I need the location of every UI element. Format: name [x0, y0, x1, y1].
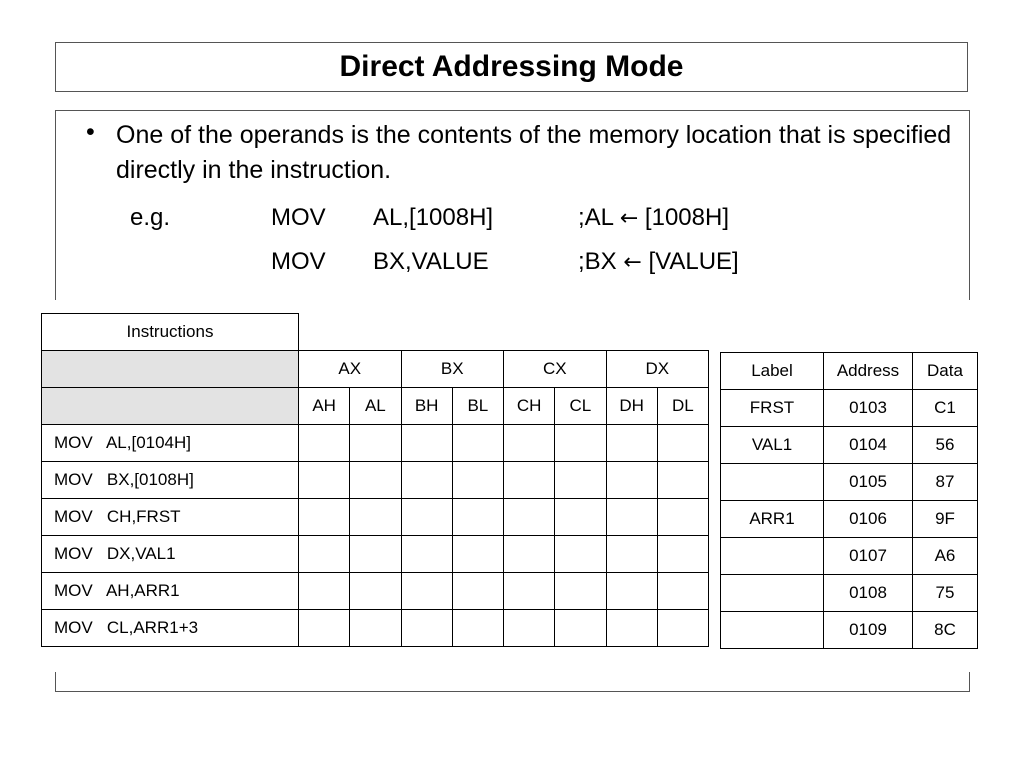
register-value-cell: [452, 573, 503, 610]
register-value-cell: [350, 462, 401, 499]
table-row: [42, 573, 709, 610]
label-cell: [721, 464, 824, 501]
label-header: Label: [721, 353, 824, 390]
register-value-cell: [350, 425, 401, 462]
instruction-cell: MOV BX,[0108H]: [42, 462, 299, 499]
data-header: Data: [913, 353, 978, 390]
register-value-cell: [657, 425, 708, 462]
half-register-header: CH: [504, 388, 555, 425]
half-register-header: BL: [452, 388, 503, 425]
register-value-cell: [606, 610, 657, 647]
instruction-cell: MOV AL,[0104H]: [42, 425, 299, 462]
register-value-cell: [606, 536, 657, 573]
bottom-frame: [55, 672, 970, 692]
data-cell: 75: [913, 575, 978, 612]
register-header-row: [42, 351, 709, 388]
register-value-cell: [401, 573, 452, 610]
half-register-header: DH: [606, 388, 657, 425]
label-cell: ARR1: [721, 501, 824, 538]
register-value-cell: [299, 610, 350, 647]
register-value-cell: [555, 499, 606, 536]
register-value-cell: [504, 462, 555, 499]
comment-src: [VALUE]: [648, 248, 739, 275]
left-arrow-icon: ←: [623, 250, 642, 275]
register-value-cell: [606, 462, 657, 499]
data-cell: A6: [913, 538, 978, 575]
table-row: [721, 575, 978, 612]
register-value-cell: [452, 499, 503, 536]
example-operands: BX,VALUE: [373, 248, 489, 275]
register-value-cell: [657, 499, 708, 536]
table-row: [42, 536, 709, 573]
table-row: [42, 610, 709, 647]
register-value-cell: [299, 425, 350, 462]
data-cell: C1: [913, 390, 978, 427]
register-value-cell: [401, 462, 452, 499]
data-cell: 56: [913, 427, 978, 464]
register-value-cell: [657, 573, 708, 610]
register-header: BX: [401, 351, 504, 388]
register-value-cell: [504, 536, 555, 573]
register-value-cell: [606, 499, 657, 536]
left-arrow-icon: ←: [619, 206, 639, 231]
register-value-cell: [350, 573, 401, 610]
register-table: [41, 313, 709, 647]
register-header: AX: [299, 351, 402, 388]
register-value-cell: [504, 499, 555, 536]
register-value-cell: [401, 425, 452, 462]
address-cell: 0108: [824, 575, 913, 612]
register-value-cell: [401, 499, 452, 536]
register-header: CX: [504, 351, 607, 388]
table-row: [721, 538, 978, 575]
register-value-cell: [555, 425, 606, 462]
example-comment: [578, 248, 739, 276]
table-row: [721, 390, 978, 427]
example-comment: [578, 204, 729, 232]
half-register-header: AH: [299, 388, 350, 425]
register-value-cell: [555, 610, 606, 647]
example-prefix: e.g.: [130, 204, 171, 231]
instruction-cell: MOV CL,ARR1+3: [42, 610, 299, 647]
register-value-cell: [299, 499, 350, 536]
label-cell: VAL1: [721, 427, 824, 464]
table-row: [42, 425, 709, 462]
register-value-cell: [452, 610, 503, 647]
register-value-cell: [504, 610, 555, 647]
register-value-cell: [452, 462, 503, 499]
halves-header-row: [42, 388, 709, 425]
register-value-cell: [452, 425, 503, 462]
register-value-cell: [350, 536, 401, 573]
label-cell: [721, 612, 824, 649]
register-value-cell: [299, 573, 350, 610]
instruction-cell: MOV CH,FRST: [42, 499, 299, 536]
table-row: [721, 464, 978, 501]
shaded-cell: [42, 388, 299, 425]
register-value-cell: [657, 610, 708, 647]
half-register-header: BH: [401, 388, 452, 425]
register-header: DX: [606, 351, 709, 388]
register-value-cell: [555, 573, 606, 610]
example-operands: AL,[1008H]: [373, 204, 494, 231]
address-cell: 0107: [824, 538, 913, 575]
data-cell: 9F: [913, 501, 978, 538]
register-value-cell: [401, 610, 452, 647]
label-cell: FRST: [721, 390, 824, 427]
comment-dest: ;AL: [578, 204, 614, 231]
half-register-header: AL: [350, 388, 401, 425]
register-value-cell: [299, 462, 350, 499]
bullet-icon: •: [86, 118, 95, 146]
label-cell: [721, 575, 824, 612]
instruction-cell: MOV DX,VAL1: [42, 536, 299, 573]
half-register-header: CL: [555, 388, 606, 425]
register-value-cell: [350, 610, 401, 647]
instruction-cell: MOV AH,ARR1: [42, 573, 299, 610]
register-value-cell: [401, 536, 452, 573]
register-value-cell: [452, 536, 503, 573]
table-header-row: [42, 314, 709, 351]
half-register-header: DL: [657, 388, 708, 425]
register-value-cell: [555, 462, 606, 499]
register-value-cell: [657, 536, 708, 573]
register-value-cell: [504, 573, 555, 610]
data-cell: 87: [913, 464, 978, 501]
register-value-cell: [504, 425, 555, 462]
label-cell: [721, 538, 824, 575]
register-value-cell: [606, 425, 657, 462]
register-value-cell: [657, 462, 708, 499]
example-mnemonic: MOV: [271, 204, 326, 231]
address-cell: 0105: [824, 464, 913, 501]
address-cell: 0109: [824, 612, 913, 649]
table-row: [721, 427, 978, 464]
address-cell: 0104: [824, 427, 913, 464]
address-cell: 0103: [824, 390, 913, 427]
register-value-cell: [606, 573, 657, 610]
memory-table: [720, 352, 978, 649]
slide-title: Direct Addressing Mode: [55, 42, 968, 92]
address-header: Address: [824, 353, 913, 390]
memory-header-row: [721, 353, 978, 390]
bullet-text: One of the operands is the contents of the memory location that is specified directly in the instruction.: [116, 121, 952, 184]
register-value-cell: [299, 536, 350, 573]
data-cell: 8C: [913, 612, 978, 649]
comment-src: [1008H]: [644, 204, 729, 231]
address-cell: 0106: [824, 501, 913, 538]
table-row: [42, 499, 709, 536]
register-value-cell: [555, 536, 606, 573]
register-value-cell: [350, 499, 401, 536]
table-row: [721, 612, 978, 649]
shaded-cell: [42, 351, 299, 388]
table-row: [721, 501, 978, 538]
example-mnemonic: MOV: [271, 248, 326, 275]
table-row: [42, 462, 709, 499]
instructions-header: Instructions: [42, 314, 299, 351]
comment-dest: ;BX: [578, 248, 617, 275]
